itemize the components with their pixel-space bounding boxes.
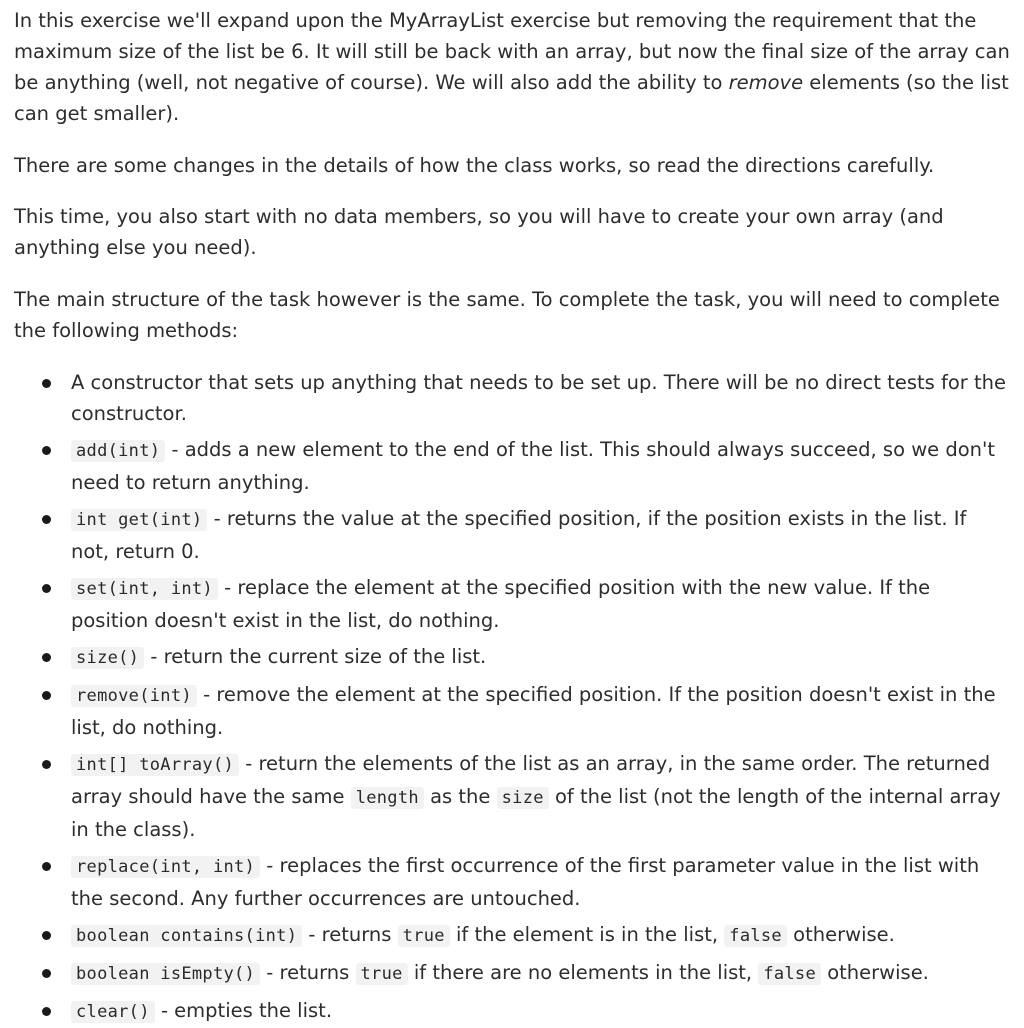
intro-paragraph: In this exercise we'll expand upon the MyArrayList exercise but removing the requirement that the maximum size of the list be 6. It will still be back with an array, but now the final size of the array can be anything (well, not negative of course). We will also add the ability to remove elements (so the list can get smaller). <box>14 9 1010 125</box>
list-item-set: set(int, int) - replace the element at the specified position with the new value. If the position doesn't exist in the list, do nothing. <box>14 572 1010 636</box>
code-set: set(int, int) <box>71 578 218 600</box>
code-size: size() <box>71 647 144 669</box>
list-item-size: size() - return the current size of the list. <box>14 641 1010 674</box>
code-true: true <box>356 963 408 985</box>
code-isempty: boolean isEmpty() <box>71 963 260 985</box>
data-members-paragraph: This time, you also start with no data members, so you will have to create your own array (and anything else you need). <box>14 205 944 259</box>
code-false: false <box>758 963 821 985</box>
method-list <box>14 367 1010 1028</box>
list-item-isempty: boolean isEmpty() - returns true if there are no elements in the list, false otherwise. <box>14 957 1010 990</box>
remove-emphasis: remove <box>728 71 804 94</box>
code-clear: clear() <box>71 1001 155 1023</box>
list-item-clear: clear() - empties the list. <box>14 995 1010 1028</box>
list-item-replace: replace(int, int) - replaces the first occurrence of the first parameter value in the list with the second. Any further occurrences are untouched. <box>14 850 1010 914</box>
list-item-constructor: A constructor that sets up anything that needs to be set up. There will be no direct tests for the constructor. <box>14 367 1010 429</box>
code-toarray: int[] toArray() <box>71 754 239 776</box>
structure-paragraph: The main structure of the task however is the same. To complete the task, you will need to complete the following methods: <box>14 288 1000 342</box>
code-true: true <box>398 925 450 947</box>
code-size-inline: size <box>497 787 549 809</box>
list-item-add: add(int) - adds a new element to the end of the list. This should always succeed, so we don't need to return anything. <box>14 434 1010 498</box>
code-add: add(int) <box>71 440 165 462</box>
code-length: length <box>351 787 424 809</box>
code-remove: remove(int) <box>71 685 197 707</box>
code-get: int get(int) <box>71 509 207 531</box>
changes-paragraph: There are some changes in the details of how the class works, so read the directions carefully. <box>14 154 935 177</box>
list-item-toarray: int[] toArray() - return the elements of the list as an array, in the same order. The returned array should have the same length as the size of the list (not the length of the internal array in the class). <box>14 748 1010 845</box>
list-item-contains: boolean contains(int) - returns true if the element is in the list, false otherwise. <box>14 919 1010 952</box>
list-item-get: int get(int) - returns the value at the specified position, if the position exists in the list. If not, return 0. <box>14 503 1010 567</box>
list-item-remove: remove(int) - remove the element at the specified position. If the position doesn't exist in the list, do nothing. <box>14 679 1010 743</box>
code-false: false <box>724 925 787 947</box>
code-contains: boolean contains(int) <box>71 925 302 947</box>
code-replace: replace(int, int) <box>71 856 260 878</box>
